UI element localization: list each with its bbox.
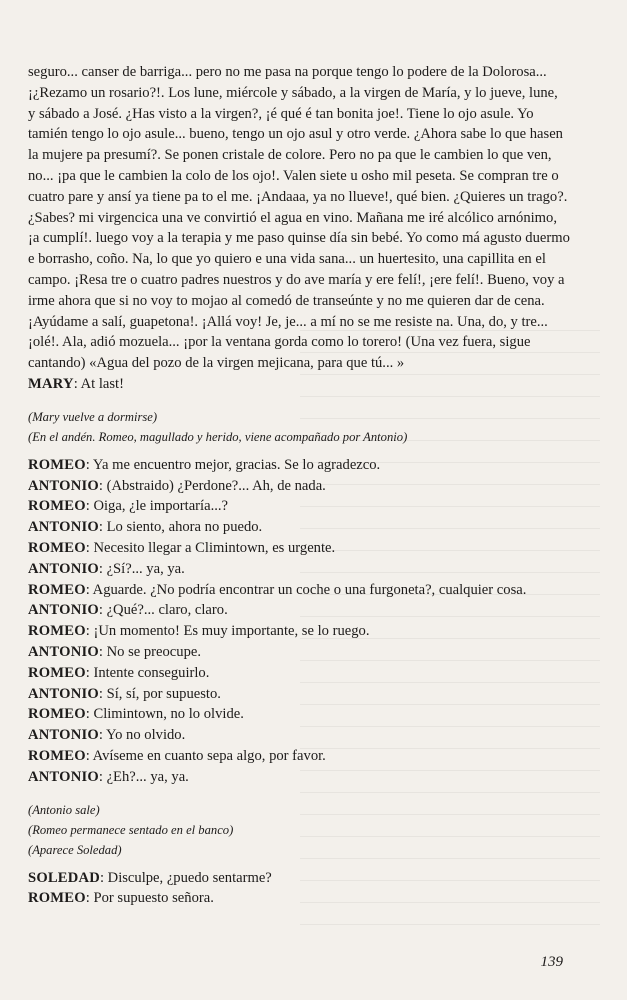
speech-text: : No se preocupe. (98, 643, 201, 660)
speech-text: : Climintown, no lo olvide. (85, 706, 244, 723)
text-line: cantando) «Agua del pozo de la virgen mejicana, para que tú... » (28, 355, 405, 372)
speech-text: : At last! (73, 375, 124, 392)
speaker-name: ANTONIO (28, 643, 99, 660)
dialogue-line (28, 704, 606, 725)
text-line: y sábado a José. ¿Has visto a la virgen?, ¡é qué é tan bonita joe!. Tiene lo ojo asule. Yo (28, 105, 534, 122)
dialogue-line (28, 725, 606, 746)
speech-text: : Sí, sí, por supuesto. (98, 685, 221, 702)
speaker-name: ROMEO (28, 498, 86, 515)
dialogue-block (28, 455, 606, 788)
speaker-name: ANTONIO (28, 727, 99, 744)
stage-direction: (Antonio sale) (28, 802, 100, 817)
speech-text: : Disculpe, ¿puedo sentarme? (99, 869, 272, 886)
dialogue-line (28, 455, 606, 476)
text-line: tamién tengo lo ojo asule... bueno, tengo un ojo asul y otro verde. ¿Ahora sabe lo que hasen (28, 126, 563, 143)
stage-direction: (En el andén. Romeo, magullado y herido, viene acompañado por Antonio) (28, 429, 408, 444)
text-line: irme ahora que si no voy to mojao al comedó de transeúnte y no me quieren dar de cena. (28, 292, 545, 309)
dialogue-line (28, 663, 606, 684)
stage-direction: (Mary vuelve a dormirse) (28, 409, 158, 424)
text-line: la mujere pa presumí?. Se ponen cristale de colore. Pero no pa que le cambien lo que ven, (28, 147, 552, 164)
speech-text: : Intente conseguirlo. (85, 664, 210, 681)
text-line: ¡¿Rezamo un rosario?!. Los lune, miércole y sábado, a la virgen de María, y lo jueve, lune, (28, 84, 558, 101)
speaker-name: ROMEO (28, 581, 86, 598)
speech-text: : Por supuesto señora. (85, 890, 214, 907)
dialogue-line (28, 642, 606, 663)
stage-direction: (Romeo permanece sentado en el banco) (28, 822, 234, 837)
speaker-name: ANTONIO (28, 560, 99, 577)
dialogue-line (28, 559, 606, 580)
speaker-name: ANTONIO (28, 768, 99, 785)
speaker-name: ANTONIO (28, 685, 99, 702)
text-line: ¡a cumplí!. luego voy a la terapia y me paso quinse día sin bebé. Yo como má agusto duermo (28, 230, 570, 247)
text-line: e borrasho, coño. Na, lo que yo quiero e una vida sana... un huertesito, una capillita en el (28, 251, 546, 268)
text-line: seguro... canser de barriga... pero no me pasa na porque tengo lo podere de la Dolorosa... (28, 64, 547, 80)
dialogue-line-mary (28, 374, 606, 395)
speech-text: : Oiga, ¿le importaría...? (85, 498, 228, 515)
text-line: cuatro pare y ansí ya tiene pa to el me. ¡Andaaa, ya no llueve!, qué bien. ¿Quieres un trago?. (28, 188, 568, 205)
speech-text: : Necesito llegar a Climintown, es urgente. (85, 539, 336, 556)
dialogue-line (28, 580, 606, 601)
text-line: no... ¡pa que le cambien la colo de los ojo!. Valen siete u osho mil peseta. Se compran tre o (28, 167, 559, 184)
dialogue-line (28, 538, 606, 559)
text-line: ¡Ayúdame a salí, guapetona!. ¡Allá voy! Je, je... a mí no se me resiste na. Una, do, y tre... (28, 313, 548, 330)
text-line: ¿Sabes? mi virgencica una ve convirtió el agua en vino. Mañana me iré alcólico arnónimo, (28, 209, 557, 226)
dialogue-line (28, 476, 606, 497)
dialogue-line (28, 600, 606, 621)
speech-text: : Lo siento, ahora no puedo. (98, 519, 263, 536)
speaker-name: SOLEDAD (28, 869, 100, 886)
text-line: ¡olé!. Ala, adió mozuela... ¡por la ventana gorda como lo torero! (Una vez fuera, sigue (28, 334, 531, 351)
dialogue-line (28, 767, 606, 788)
speech-text: : ¿Sí?... ya, ya. (98, 560, 185, 577)
text-line: campo. ¡Resa tre o cuatro padres nuestros y do ave maría y ere felí!, ¡ere felí!. Bueno, voy a (28, 271, 565, 288)
speaker-name: ROMEO (28, 890, 86, 907)
monologue-paragraph (28, 62, 606, 374)
speaker-name: ANTONIO (28, 602, 99, 619)
dialogue-line (28, 888, 606, 909)
speaker-name: ROMEO (28, 706, 86, 723)
speech-text: : Avíseme en cuanto sepa algo, por favor. (85, 747, 326, 764)
speaker-name: ROMEO (28, 456, 86, 473)
speaker-name: MARY (28, 375, 74, 392)
speech-text: : Yo no olvido. (98, 727, 186, 744)
speech-text: : Aguarde. ¿No podría encontrar un coche o una furgoneta?, cualquier cosa. (85, 581, 527, 598)
dialogue-line (28, 621, 606, 642)
dialogue-line (28, 868, 606, 889)
speaker-name: ROMEO (28, 623, 86, 640)
dialogue-line (28, 517, 606, 538)
speaker-name: ANTONIO (28, 519, 99, 536)
speech-text: : ¡Un momento! Es muy importante, se lo ruego. (85, 623, 370, 640)
dialogue-line (28, 746, 606, 767)
dialogue-line (28, 684, 606, 705)
speech-text: : (Abstraido) ¿Perdone?... Ah, de nada. (98, 477, 326, 494)
speech-text: : ¿Eh?... ya, ya. (98, 768, 189, 785)
page-number: 139 (540, 954, 563, 970)
book-page-body (28, 62, 606, 909)
speaker-name: ROMEO (28, 747, 86, 764)
speaker-name: ROMEO (28, 539, 86, 556)
stage-direction: (Aparece Soledad) (28, 842, 122, 857)
speaker-name: ROMEO (28, 664, 86, 681)
speech-text: : ¿Qué?... claro, claro. (98, 602, 228, 619)
speaker-name: ANTONIO (28, 477, 99, 494)
dialogue-block-2 (28, 868, 606, 910)
speech-text: : Ya me encuentro mejor, gracias. Se lo agradezco. (85, 456, 381, 473)
dialogue-line (28, 496, 606, 517)
